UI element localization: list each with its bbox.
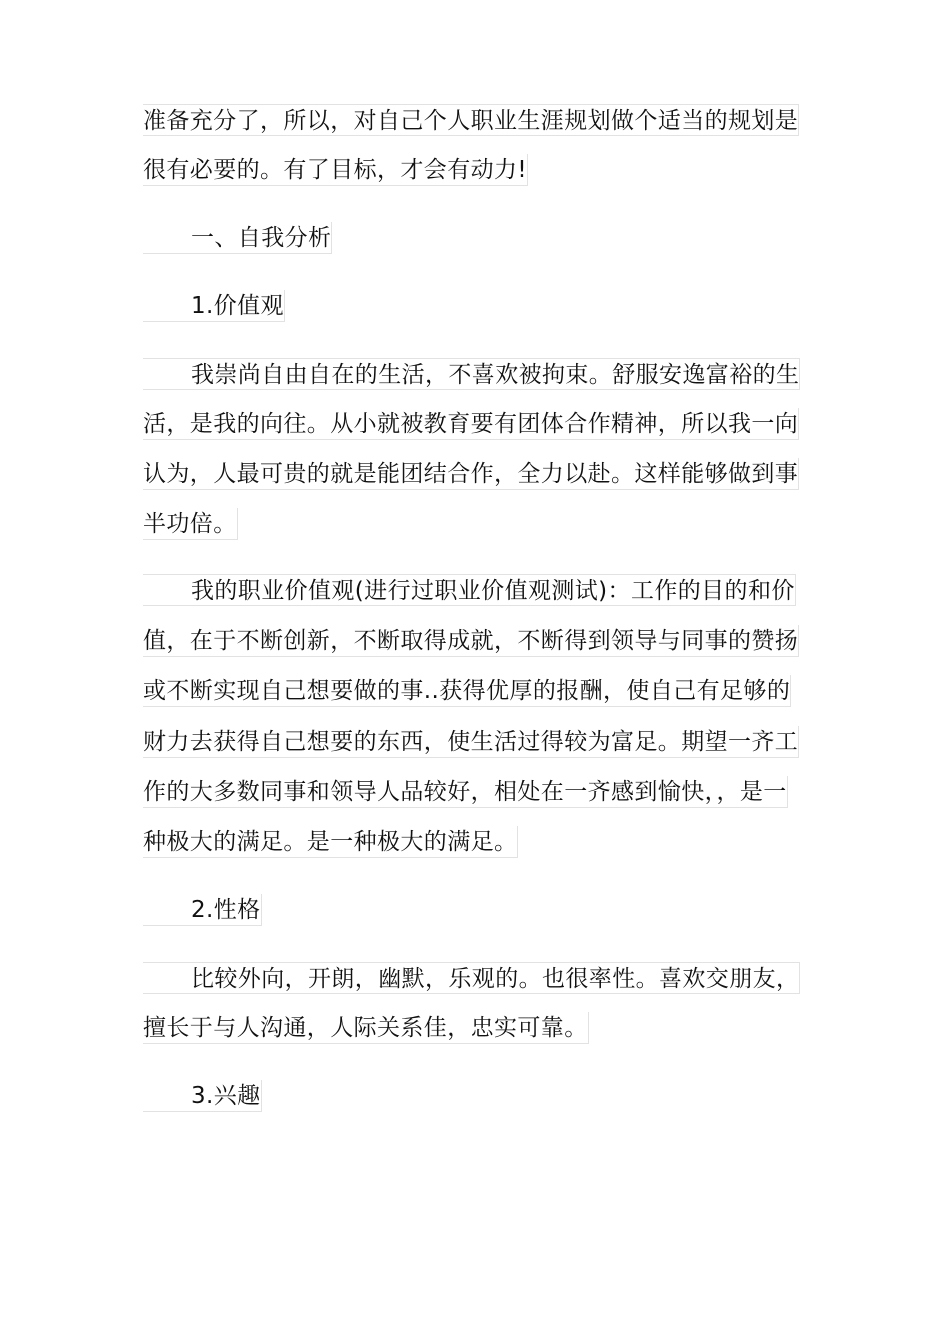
subheading-interests: 3.兴趣	[143, 1080, 262, 1112]
section-heading-self-analysis: 一、自我分析	[143, 222, 332, 254]
values-paragraph2-line-5: 作的大多数同事和领导人品较好，相处在一齐感到愉快，，是一	[143, 776, 788, 808]
values-paragraph1-line-3: 认为，人最可贵的就是能团结合作，全力以赴。这样能够做到事	[143, 458, 799, 490]
values-paragraph2-line-1: 我的职业价值观(进行过职业价值观测试)：工作的目的和价	[143, 574, 796, 606]
personality-paragraph-line-2: 擅长于与人沟通，人际关系佳，忠实可靠。	[143, 1012, 589, 1044]
values-paragraph2-line-6: 种极大的满足。是一种极大的满足。	[143, 826, 518, 858]
values-paragraph2-line-2: 值，在于不断创新，不断取得成就，不断得到领导与同事的赞扬	[143, 625, 799, 657]
values-paragraph2-line-3: 或不断实现自己想要做的事..获得优厚的报酬，使自己有足够的	[143, 675, 791, 707]
subheading-personality: 2.性格	[143, 894, 262, 926]
values-paragraph2-line-4: 财力去获得自己想要的东西，使生活过得较为富足。期望一齐工	[143, 726, 799, 758]
intro-line-1: 准备充分了，所以，对自己个人职业生涯规划做个适当的规划是	[143, 104, 799, 136]
subheading-values: 1.价值观	[143, 290, 285, 322]
personality-paragraph-line-1: 比较外向，开朗，幽默，乐观的。也很率性。喜欢交朋友，	[143, 962, 800, 994]
values-paragraph1-line-2: 活，是我的向往。从小就被教育要有团体合作精神，所以我一向	[143, 408, 799, 440]
values-paragraph1-line-4: 半功倍。	[143, 508, 238, 540]
values-paragraph1-line-1: 我崇尚自由自在的生活，不喜欢被拘束。舒服安逸富裕的生	[143, 358, 800, 390]
intro-line-2: 很有必要的。有了目标，才会有动力!	[143, 154, 528, 186]
